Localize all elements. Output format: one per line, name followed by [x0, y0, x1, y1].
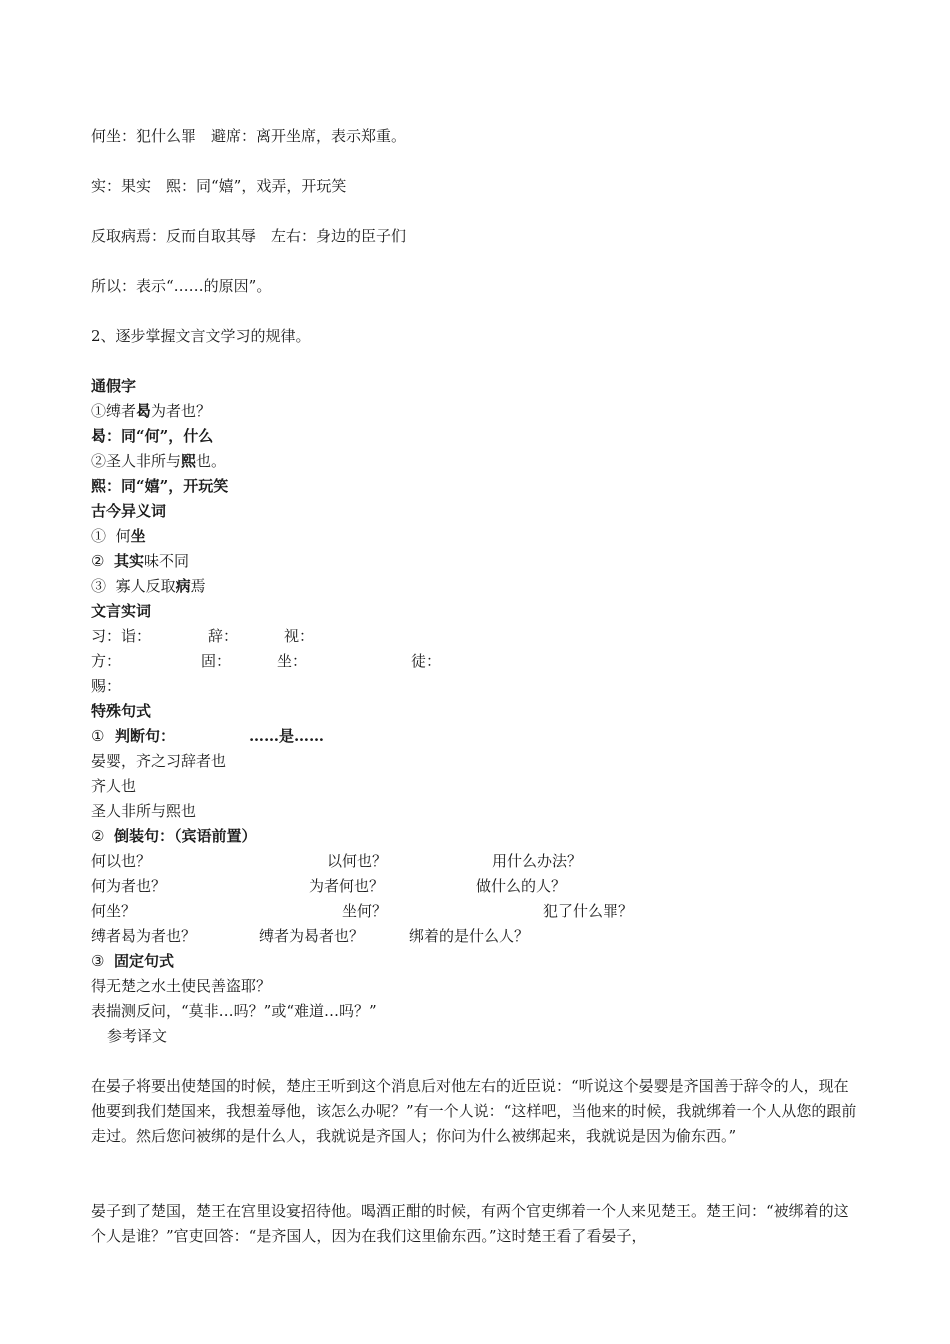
inversion-row: 缚者曷为者也？ 缚者为曷者也？ 绑着的是什么人？: [91, 927, 530, 945]
inversion-row: 何为者也？ 为者何也？ 做什么的人？: [91, 877, 567, 895]
inversion-sentence-heading: ② 倒装句：（宾语前置）: [91, 827, 257, 845]
heading-shici: 文言实词: [91, 602, 152, 620]
shici-row-1: [91, 624, 861, 649]
inversion-row: 何以也？ 以何也？ 用什么办法？: [91, 852, 583, 870]
heading-tongjia: 通假字: [91, 377, 137, 395]
shici-term: 坐：: [277, 652, 308, 670]
tongjia-example-1: ①缚者曷为者也？: [91, 402, 212, 420]
note-line: 反取病焉：反而自取其辱 左右：身边的臣子们: [91, 227, 407, 245]
example-line: 晏婴，齐之习辞者也: [91, 752, 227, 770]
judgment-sentence-heading: ① 判断句： ……是……: [91, 727, 325, 745]
tongjia-example-2: ②圣人非所与熙也。: [91, 452, 227, 470]
shici-row-3: 赐：: [91, 677, 122, 695]
note-line: 实：果实 熙：同“嬉”，戏弄，开玩笑: [91, 177, 347, 195]
example-line: 得无楚之水土使民善盗耶？: [91, 977, 272, 995]
translation-paragraph: 在晏子将要出使楚国的时候，楚庄王听到这个消息后对他左右的近臣说：“听说这个晏婴是齐国善于辞令的人，现在他要到我们楚国来，我想羞辱他，该怎么办呢？”有一个人说：“这样吧，当他来的时候，我就绑着一个人从您的跟前走过。然后您问被绑的是什么人，我就说是齐国人；你问为什么被绑起来，我就说是因为偷东西。”: [91, 1077, 857, 1145]
heading-teshu: 特殊句式: [91, 702, 152, 720]
example-line: 齐人也: [91, 777, 137, 795]
shici-row-2: [91, 649, 861, 674]
note-line: 所以：表示“……的原因”。: [91, 277, 272, 295]
example-line: 表揣测反问，“莫非…吗？”或“难道…吗？”: [91, 1002, 377, 1020]
gujin-item-2: ② 其实味不同: [91, 552, 190, 570]
fixed-pattern-heading: ③ 固定句式: [91, 952, 175, 970]
gujin-item-3: ③ 寡人反取病焉: [91, 577, 206, 595]
inversion-row: 何坐？ 坐何？ 犯了什么罪？: [91, 902, 634, 920]
translation-heading: 参考译文: [107, 1027, 168, 1045]
tongjia-note-1: 曷：同“何”，什么: [91, 427, 214, 445]
translation-paragraph: 晏子到了楚国，楚王在宫里设宴招待他。喝酒正酣的时候，有两个官吏绑着一个人来见楚王。楚王问：“被绑着的这个人是谁？”官吏回答：“是齐国人，因为在我们这里偷东西。”这时楚王看了看晏子，: [91, 1202, 849, 1245]
shici-term: 徒：: [411, 652, 442, 670]
shici-term: 辞：: [208, 627, 239, 645]
shici-term: 视：: [284, 627, 315, 645]
example-line: 圣人非所与熙也: [91, 802, 197, 820]
shici-term: 固：: [201, 652, 232, 670]
shici-term: 习：诣：: [91, 627, 152, 645]
heading-gujin: 古今异义词: [91, 502, 167, 520]
section-intro: 2、逐步掌握文言文学习的规律。: [91, 327, 311, 345]
note-line: 何坐：犯什么罪 避席：离开坐席，表示郑重。: [91, 127, 407, 145]
gujin-item-1: ① 何坐: [91, 527, 146, 545]
tongjia-note-2: 熙：同“嬉”，开玩笑: [91, 477, 229, 495]
shici-term: 方：: [91, 652, 122, 670]
